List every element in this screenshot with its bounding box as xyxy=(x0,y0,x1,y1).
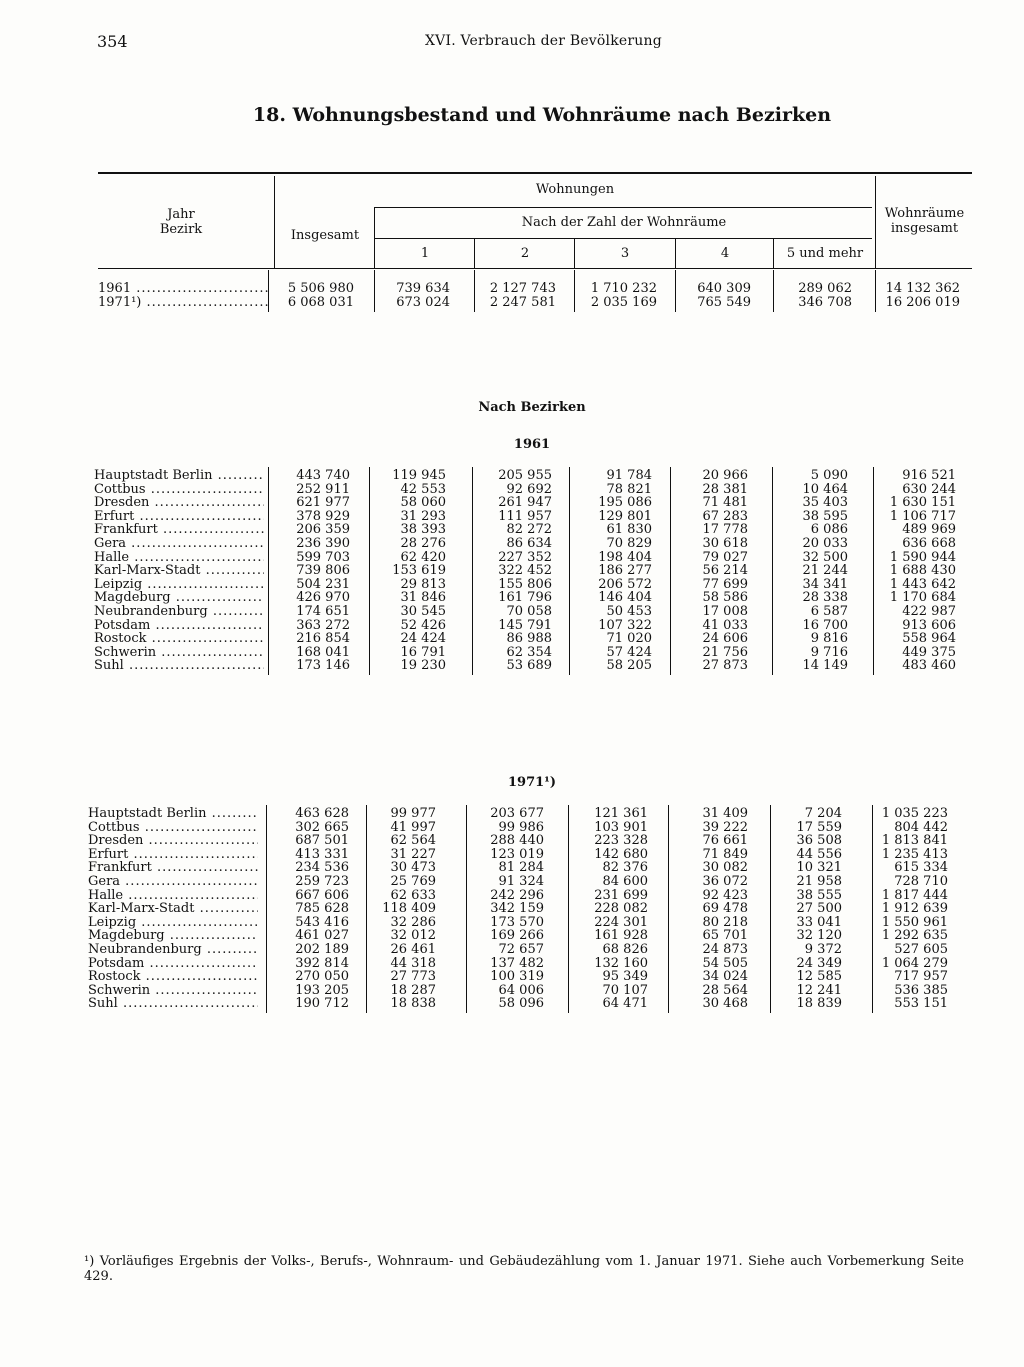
cell: 203 677 xyxy=(490,806,544,821)
cell: 38 555 xyxy=(796,887,842,903)
cell: 58 586 xyxy=(702,590,748,606)
cell: 463 628 xyxy=(295,806,349,821)
cell: 10 464 xyxy=(802,481,848,497)
cell: 71 849 xyxy=(702,846,748,862)
cell: 41 033 xyxy=(702,617,748,633)
cell: 630 244 xyxy=(902,481,956,497)
col-divider xyxy=(369,467,370,675)
cell: 14 149 xyxy=(802,658,848,674)
cell: 58 205 xyxy=(606,658,652,674)
cell: 21 756 xyxy=(702,644,748,660)
cell: 86 634 xyxy=(506,535,552,551)
row-label: Potsdam ..... xyxy=(88,957,258,971)
cell: 667 606 xyxy=(295,887,349,903)
cell: 12 241 xyxy=(796,982,842,998)
cell: 57 424 xyxy=(606,644,652,660)
cell: 27 873 xyxy=(702,658,748,674)
cell: 58 060 xyxy=(400,495,446,511)
cell: 1 443 642 xyxy=(889,576,956,592)
cell: 234 536 xyxy=(295,860,349,876)
cell: 1 235 413 xyxy=(881,846,948,862)
cell: 30 618 xyxy=(702,535,748,551)
cell: 1 817 444 xyxy=(881,887,948,903)
cell: 44 556 xyxy=(796,846,842,862)
cell: 91 324 xyxy=(498,873,544,889)
cell: 28 338 xyxy=(802,590,848,606)
cell: 259 723 xyxy=(295,873,349,889)
cell: 2 247 581 xyxy=(489,294,556,310)
cell: 129 801 xyxy=(598,508,652,524)
header-wohnungen: Wohnungen xyxy=(535,182,615,197)
cell: 111 957 xyxy=(498,508,552,524)
cell: 44 318 xyxy=(390,955,436,971)
cell: 67 283 xyxy=(702,508,748,524)
cell: 91 784 xyxy=(606,468,652,483)
cell: 461 027 xyxy=(295,928,349,944)
cell: 216 854 xyxy=(296,631,350,647)
row-label: Frankfurt ..... xyxy=(88,861,258,875)
cell: 137 482 xyxy=(490,955,544,971)
header-jahr-bezirk: Jahr Bezirk xyxy=(159,207,203,237)
cell: 621 977 xyxy=(296,495,350,511)
cell: 1 292 635 xyxy=(881,928,948,944)
cell: 224 301 xyxy=(594,914,648,930)
cell: 80 218 xyxy=(702,914,748,930)
cell: 1 035 223 xyxy=(881,806,948,821)
cell: 118 409 xyxy=(382,901,436,917)
cell: 50 453 xyxy=(606,603,652,619)
col-divider xyxy=(773,270,774,312)
row-label: Karl-Marx-Stadt ..... xyxy=(94,564,264,578)
col-divider xyxy=(872,805,873,1013)
cell: 422 987 xyxy=(902,603,956,619)
row-label: Frankfurt ..... xyxy=(94,523,264,537)
col-divider xyxy=(772,467,773,675)
row-label: Hauptstadt Berlin ..... xyxy=(88,807,258,821)
cell: 17 559 xyxy=(796,819,842,835)
col-divider xyxy=(268,270,269,312)
cell: 378 929 xyxy=(296,508,350,524)
cell: 34 024 xyxy=(702,969,748,985)
col-divider xyxy=(374,270,375,312)
cell: 18 287 xyxy=(390,982,436,998)
cell: 687 501 xyxy=(295,833,349,849)
cell: 82 376 xyxy=(602,860,648,876)
col-divider xyxy=(873,467,874,675)
row-label: Schwerin ..... xyxy=(88,984,258,998)
section-title: Nach Bezirken xyxy=(478,400,586,415)
cell: 6 086 xyxy=(810,522,848,538)
col-divider xyxy=(568,805,569,1013)
cell: 21 958 xyxy=(796,873,842,889)
cell: 804 442 xyxy=(894,819,948,835)
row-label: Magdeburg ..... xyxy=(88,929,258,943)
cell: 1 710 232 xyxy=(590,281,657,296)
cell: 24 873 xyxy=(702,941,748,957)
cell: 558 964 xyxy=(902,631,956,647)
cell: 195 086 xyxy=(598,495,652,511)
cell: 443 740 xyxy=(296,468,350,483)
cell: 92 423 xyxy=(702,887,748,903)
cell: 9 372 xyxy=(804,941,842,957)
cell: 99 977 xyxy=(390,806,436,821)
row-label: 1971¹) ..... xyxy=(98,296,268,310)
col-divider xyxy=(266,805,267,1013)
header-rooms-1: 1 xyxy=(420,246,430,261)
header-rooms-5plus: 5 und mehr xyxy=(786,246,864,261)
cell: 202 189 xyxy=(295,941,349,957)
cell: 174 651 xyxy=(296,603,350,619)
col-divider xyxy=(366,805,367,1013)
cell: 270 050 xyxy=(295,969,349,985)
cell: 71 481 xyxy=(702,495,748,511)
cell: 206 572 xyxy=(598,576,652,592)
cell: 35 403 xyxy=(802,495,848,511)
footnote: ¹) Vorläufiges Ergebnis der Volks-, Berufs-, Wohnraum- und Gebäudezählung vom 1. Januar 1971. Siehe auch Vorbemerkung Seite 429. xyxy=(84,1254,964,1284)
cell: 302 665 xyxy=(295,819,349,835)
cell: 717 957 xyxy=(894,969,948,985)
col-divider xyxy=(675,270,676,312)
row-label: Halle ..... xyxy=(94,551,264,565)
cell: 599 703 xyxy=(296,549,350,565)
cell: 1 550 961 xyxy=(881,914,948,930)
cell: 27 773 xyxy=(390,969,436,985)
cell: 173 146 xyxy=(296,658,350,674)
cell: 198 404 xyxy=(598,549,652,565)
cell: 1 064 279 xyxy=(881,955,948,971)
cell: 553 151 xyxy=(894,996,948,1012)
row-label: Magdeburg ..... xyxy=(94,591,264,605)
cell: 82 272 xyxy=(506,522,552,538)
cell: 76 661 xyxy=(702,833,748,849)
cell: 119 945 xyxy=(392,468,446,483)
cell: 536 385 xyxy=(894,982,948,998)
cell: 68 826 xyxy=(602,941,648,957)
row-label: Erfurt ..... xyxy=(94,510,264,524)
cell: 346 708 xyxy=(798,294,852,310)
cell: 25 769 xyxy=(390,873,436,889)
cell: 14 132 362 xyxy=(885,281,960,296)
cell: 9 716 xyxy=(810,644,848,660)
cell: 29 813 xyxy=(400,576,446,592)
row-label: Gera ..... xyxy=(94,537,264,551)
row-label: Leipzig ..... xyxy=(94,578,264,592)
cell: 228 082 xyxy=(594,901,648,917)
cell: 5 506 980 xyxy=(287,281,354,296)
cell: 70 829 xyxy=(606,535,652,551)
row-label: Gera ..... xyxy=(88,875,258,889)
cell: 342 159 xyxy=(490,901,544,917)
cell: 62 633 xyxy=(390,887,436,903)
cell: 81 284 xyxy=(498,860,544,876)
col-divider xyxy=(474,270,475,312)
cell: 173 570 xyxy=(490,914,544,930)
cell: 24 424 xyxy=(400,631,446,647)
row-label: Hauptstadt Berlin ..... xyxy=(94,469,264,483)
cell: 640 309 xyxy=(697,281,751,296)
row-label: Rostock ..... xyxy=(94,632,264,646)
cell: 30 468 xyxy=(702,996,748,1012)
cell: 18 838 xyxy=(390,996,436,1012)
cell: 79 027 xyxy=(702,549,748,565)
cell: 6 587 xyxy=(810,603,848,619)
cell: 71 020 xyxy=(606,631,652,647)
cell: 31 227 xyxy=(390,846,436,862)
cell: 31 293 xyxy=(400,508,446,524)
year-heading-1971: 1971¹) xyxy=(507,775,557,790)
cell: 30 082 xyxy=(702,860,748,876)
cell: 84 600 xyxy=(602,873,648,889)
cell: 206 359 xyxy=(296,522,350,538)
cell: 2 127 743 xyxy=(489,281,556,296)
cell: 161 796 xyxy=(498,590,552,606)
cell: 636 668 xyxy=(902,535,956,551)
cell: 785 628 xyxy=(295,901,349,917)
cell: 413 331 xyxy=(295,846,349,862)
cell: 54 505 xyxy=(702,955,748,971)
col-divider xyxy=(875,270,876,312)
cell: 70 058 xyxy=(506,603,552,619)
row-label: Dresden ..... xyxy=(94,496,264,510)
header-insgesamt: Insgesamt xyxy=(290,228,360,243)
header-nach-zahl: Nach der Zahl der Wohnräume xyxy=(521,215,727,230)
header-rooms-3: 3 xyxy=(620,246,630,261)
cell: 42 553 xyxy=(400,481,446,497)
cell: 33 041 xyxy=(796,914,842,930)
cell: 18 839 xyxy=(796,996,842,1012)
cell: 121 361 xyxy=(594,806,648,821)
cell: 32 120 xyxy=(796,928,842,944)
col-divider xyxy=(466,805,467,1013)
cell: 728 710 xyxy=(894,873,948,889)
cell: 24 606 xyxy=(702,631,748,647)
cell: 145 791 xyxy=(498,617,552,633)
row-label: Rostock ..... xyxy=(88,970,258,984)
cell: 62 354 xyxy=(506,644,552,660)
cell: 103 901 xyxy=(594,819,648,835)
cell: 223 328 xyxy=(594,833,648,849)
row-label: Suhl ..... xyxy=(88,997,258,1011)
cell: 78 821 xyxy=(606,481,652,497)
col-divider xyxy=(770,805,771,1013)
cell: 186 277 xyxy=(598,563,652,579)
page-number: 354 xyxy=(97,32,128,51)
cell: 1 630 151 xyxy=(889,495,956,511)
row-label: Cottbus ..... xyxy=(88,821,258,835)
cell: 30 545 xyxy=(400,603,446,619)
cell: 289 062 xyxy=(798,281,852,296)
row-label: Dresden ..... xyxy=(88,834,258,848)
cell: 77 699 xyxy=(702,576,748,592)
cell: 168 041 xyxy=(296,644,350,660)
cell: 36 508 xyxy=(796,833,842,849)
cell: 32 012 xyxy=(390,928,436,944)
cell: 169 266 xyxy=(490,928,544,944)
cell: 16 700 xyxy=(802,617,848,633)
cell: 28 564 xyxy=(702,982,748,998)
cell: 1 170 684 xyxy=(889,590,956,606)
cell: 449 375 xyxy=(902,644,956,660)
cell: 132 160 xyxy=(594,955,648,971)
cell: 69 478 xyxy=(702,901,748,917)
col-divider xyxy=(569,467,570,675)
cell: 20 966 xyxy=(702,468,748,483)
cell: 1 813 841 xyxy=(881,833,948,849)
header-rooms-2: 2 xyxy=(520,246,530,261)
row-label: Cottbus ..... xyxy=(94,483,264,497)
cell: 16 206 019 xyxy=(885,294,960,310)
col-divider xyxy=(670,467,671,675)
cell: 61 830 xyxy=(606,522,652,538)
cell: 190 712 xyxy=(295,996,349,1012)
cell: 489 969 xyxy=(902,522,956,538)
cell: 24 349 xyxy=(796,955,842,971)
cell: 765 549 xyxy=(697,294,751,310)
cell: 26 461 xyxy=(390,941,436,957)
cell: 28 276 xyxy=(400,535,446,551)
cell: 142 680 xyxy=(594,846,648,862)
cell: 56 214 xyxy=(702,563,748,579)
cell: 41 997 xyxy=(390,819,436,835)
cell: 261 947 xyxy=(498,495,552,511)
cell: 64 471 xyxy=(602,996,648,1012)
cell: 92 692 xyxy=(506,481,552,497)
cell: 39 222 xyxy=(702,819,748,835)
cell: 739 806 xyxy=(296,563,350,579)
cell: 227 352 xyxy=(498,549,552,565)
row-label: Halle ..... xyxy=(88,889,258,903)
cell: 739 634 xyxy=(396,281,450,296)
cell: 5 090 xyxy=(810,468,848,483)
cell: 95 349 xyxy=(602,969,648,985)
cell: 527 605 xyxy=(894,941,948,957)
cell: 19 230 xyxy=(400,658,446,674)
cell: 504 231 xyxy=(296,576,350,592)
row-label: Schwerin ..... xyxy=(94,646,264,660)
cell: 363 272 xyxy=(296,617,350,633)
header-rooms-4: 4 xyxy=(720,246,730,261)
year-heading-1961: 1961 xyxy=(513,437,551,452)
col-divider xyxy=(472,467,473,675)
cell: 34 341 xyxy=(802,576,848,592)
row-label: Leipzig ..... xyxy=(88,916,258,930)
cell: 72 657 xyxy=(498,941,544,957)
cell: 86 988 xyxy=(506,631,552,647)
cell: 70 107 xyxy=(602,982,648,998)
cell: 30 473 xyxy=(390,860,436,876)
col-divider xyxy=(574,270,575,312)
cell: 27 500 xyxy=(796,901,842,917)
cell: 17 008 xyxy=(702,603,748,619)
cell: 615 334 xyxy=(894,860,948,876)
row-label: Karl-Marx-Stadt ..... xyxy=(88,902,258,916)
cell: 7 204 xyxy=(804,806,842,821)
row-label: Suhl ..... xyxy=(94,659,264,673)
cell: 53 689 xyxy=(506,658,552,674)
header-top-rule xyxy=(98,172,972,174)
chapter-heading: XVI. Verbrauch der Bevölkerung xyxy=(425,33,662,49)
cell: 32 286 xyxy=(390,914,436,930)
row-label: Erfurt ..... xyxy=(88,848,258,862)
cell: 31 409 xyxy=(702,806,748,821)
cell: 543 416 xyxy=(295,914,349,930)
header-rule-wohnungen xyxy=(375,207,872,208)
cell: 288 440 xyxy=(490,833,544,849)
table-title: 18. Wohnungsbestand und Wohnräume nach Bezirken xyxy=(252,104,832,126)
cell: 913 606 xyxy=(902,617,956,633)
cell: 1 912 639 xyxy=(881,901,948,917)
cell: 193 205 xyxy=(295,982,349,998)
cell: 100 319 xyxy=(490,969,544,985)
row-label: Neubrandenburg ..... xyxy=(94,605,264,619)
row-label: Potsdam ..... xyxy=(94,619,264,633)
cell: 28 381 xyxy=(702,481,748,497)
cell: 6 068 031 xyxy=(287,294,354,310)
cell: 1 688 430 xyxy=(889,563,956,579)
header-wohnraeume: Wohnräume insgesamt xyxy=(884,206,965,236)
cell: 62 420 xyxy=(400,549,446,565)
header-rule-raeume xyxy=(375,238,872,239)
cell: 20 033 xyxy=(802,535,848,551)
col-divider xyxy=(268,467,269,675)
cell: 2 035 169 xyxy=(590,294,657,310)
cell: 17 778 xyxy=(702,522,748,538)
cell: 153 619 xyxy=(392,563,446,579)
cell: 107 322 xyxy=(598,617,652,633)
cell: 65 701 xyxy=(702,928,748,944)
cell: 12 585 xyxy=(796,969,842,985)
col-divider xyxy=(668,805,669,1013)
cell: 62 564 xyxy=(390,833,436,849)
cell: 252 911 xyxy=(296,481,350,497)
cell: 64 006 xyxy=(498,982,544,998)
cell: 31 846 xyxy=(400,590,446,606)
cell: 322 452 xyxy=(498,563,552,579)
cell: 21 244 xyxy=(802,563,848,579)
cell: 483 460 xyxy=(902,658,956,674)
cell: 242 296 xyxy=(490,887,544,903)
cell: 36 072 xyxy=(702,873,748,889)
cell: 32 500 xyxy=(802,549,848,565)
cell: 38 393 xyxy=(400,522,446,538)
row-label: 1961 ..... xyxy=(98,282,268,296)
cell: 161 928 xyxy=(594,928,648,944)
cell: 9 816 xyxy=(810,631,848,647)
cell: 673 024 xyxy=(396,294,450,310)
header-bottom-rule xyxy=(98,268,972,269)
cell: 16 791 xyxy=(400,644,446,660)
cell: 231 699 xyxy=(594,887,648,903)
cell: 52 426 xyxy=(400,617,446,633)
cell: 155 806 xyxy=(498,576,552,592)
cell: 123 019 xyxy=(490,846,544,862)
cell: 99 986 xyxy=(498,819,544,835)
cell: 1 590 944 xyxy=(889,549,956,565)
cell: 10 321 xyxy=(796,860,842,876)
cell: 58 096 xyxy=(498,996,544,1012)
cell: 916 521 xyxy=(902,468,956,483)
cell: 205 955 xyxy=(498,468,552,483)
cell: 426 970 xyxy=(296,590,350,606)
row-label: Neubrandenburg ..... xyxy=(88,943,258,957)
cell: 1 106 717 xyxy=(889,508,956,524)
cell: 236 390 xyxy=(296,535,350,551)
cell: 38 595 xyxy=(802,508,848,524)
cell: 146 404 xyxy=(598,590,652,606)
cell: 392 814 xyxy=(295,955,349,971)
